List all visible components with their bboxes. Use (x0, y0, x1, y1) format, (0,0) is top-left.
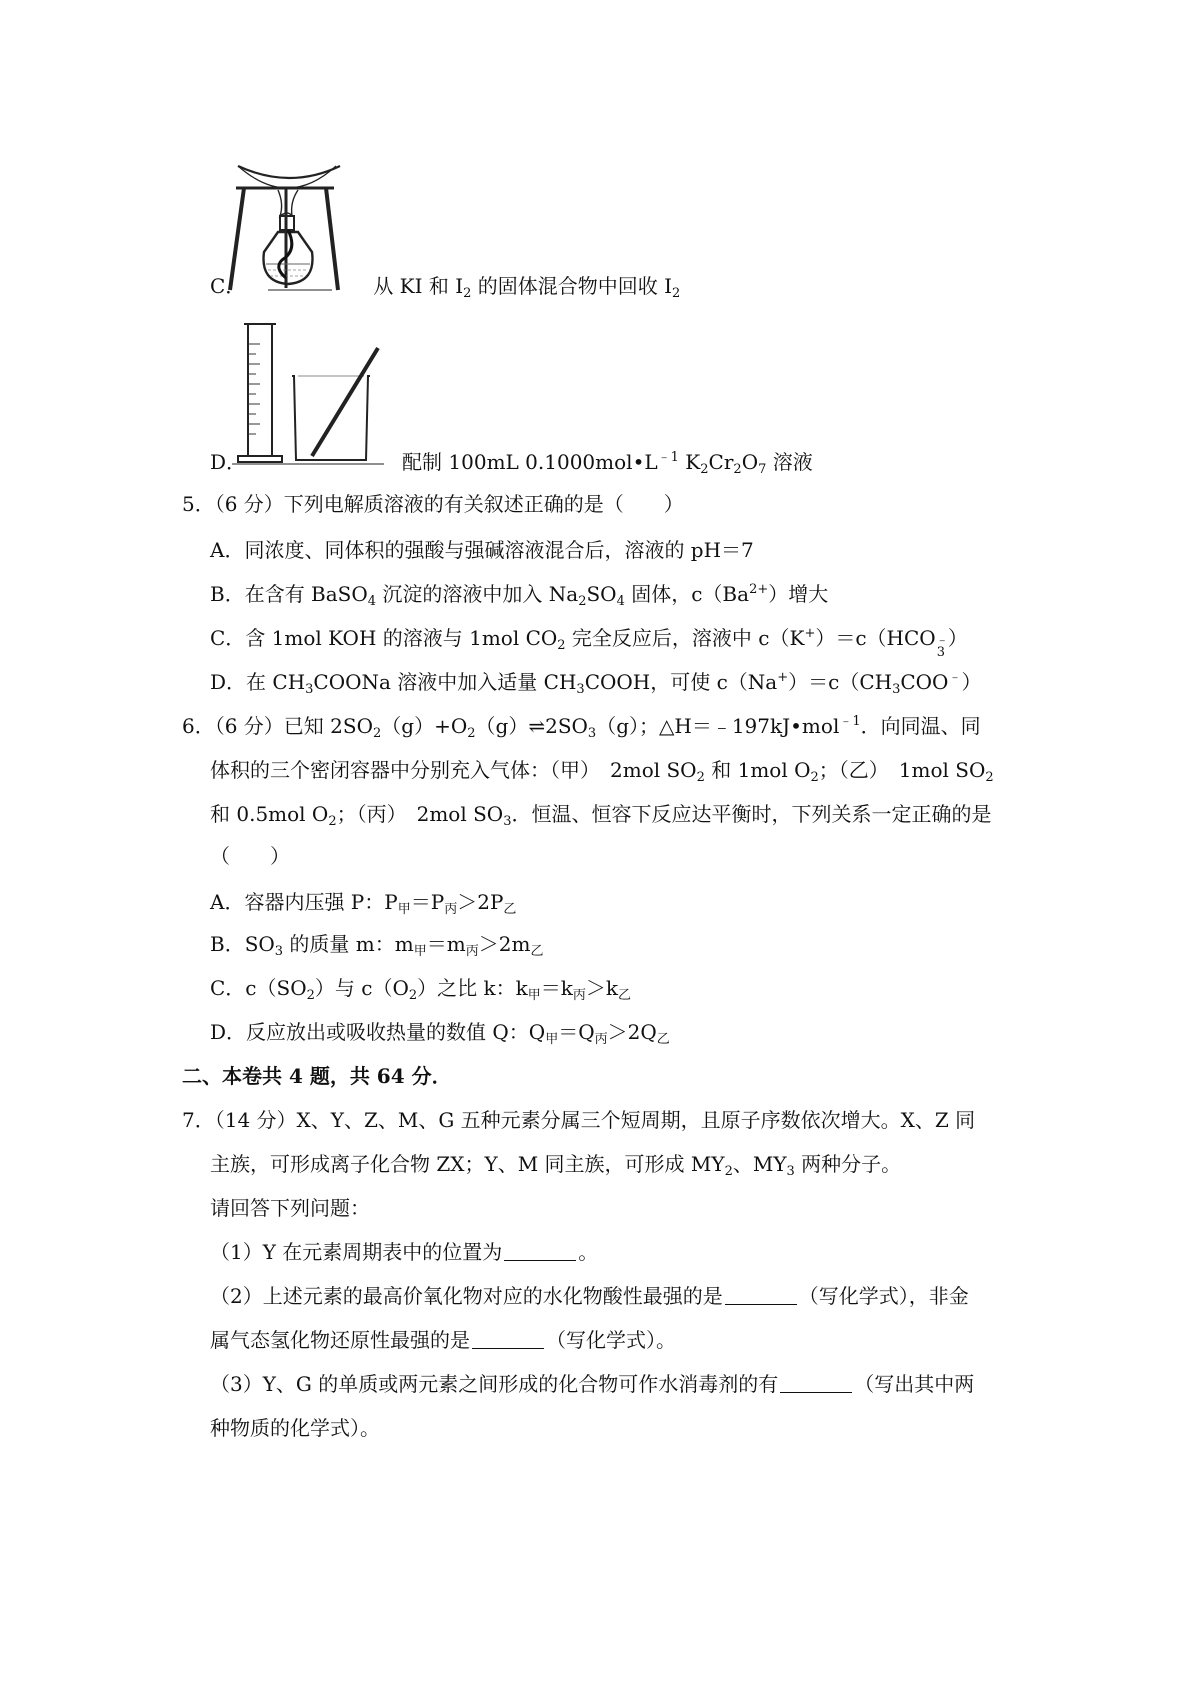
q6-d-t3: ＞2Q (607, 1020, 657, 1044)
answer-blank-1[interactable] (504, 1242, 576, 1261)
q7-l2-s2: 3 (786, 1164, 795, 1179)
q6-a-t2: ＝P (410, 890, 445, 914)
q5-d-t3: COOH，可使 c（Na (584, 670, 778, 694)
graduated-cylinder-beaker-figure (232, 320, 384, 466)
q5-b-t2: 沉淀的溶液中加入 Na (376, 582, 579, 606)
option-c-sub1: 2 (463, 286, 472, 301)
q5-b-s1: 4 (367, 594, 377, 609)
q7-p2-t2: （写化学式），非金 (798, 1284, 969, 1308)
option-d-text-d: O (741, 450, 759, 474)
q6-c-t3: ＞k (585, 976, 619, 1000)
q5-c-p1: + (804, 626, 816, 641)
answer-blank-2[interactable] (725, 1286, 797, 1305)
q5-d-t2: COONa 溶液中加入适量 CH (313, 670, 577, 694)
option-c-text-b: 的固体混合物中回收 I (471, 274, 673, 298)
q6-c-t1c: ）之比 k：k (417, 976, 528, 1000)
q6-l1-s3: 3 (587, 726, 597, 741)
q7-part2-cont (210, 1326, 676, 1354)
q5-c-t1: C．含 1mol KOH 的溶液与 1mol CO (210, 626, 558, 650)
answer-blank-3[interactable] (472, 1330, 544, 1349)
q6-l2-t2: 和 1mol O (704, 758, 811, 782)
q7-line3: 请回答下列问题： (210, 1196, 370, 1220)
q6-c-s2: 丙 (572, 988, 586, 1003)
q5-b-s2: 2 (578, 594, 587, 609)
q6-a-s1: 甲 (397, 902, 411, 917)
q6-l2-t3: ；（乙） 1mol SO (818, 758, 986, 782)
q6-l1-s2: 2 (467, 726, 476, 741)
q6-l3-s2: 3 (503, 814, 512, 829)
q6-b-t1b: 的质量 m：m (283, 932, 414, 956)
q6-line4: （ ） (210, 844, 290, 868)
section-2-heading: 二、本卷共 4 题，共 64 分． (182, 1064, 452, 1088)
q6-c-t1: C．c（SO (210, 976, 307, 1000)
option-d-text-a: 配制 100mL 0.1000mol•L (402, 450, 658, 474)
q7-part3 (210, 1370, 974, 1398)
q6-l1-t1: 6．（6 分）已知 2SO (182, 714, 373, 738)
q7-l2-t1: 主族，可形成离子化合物 ZX；Y、M 同主族，可形成 MY (210, 1152, 725, 1176)
q5-d-s2: 3 (576, 682, 585, 697)
q6-line2 (210, 756, 994, 784)
q6-l3-t1: 和 0.5mol O (210, 802, 329, 826)
q6-d-s3: 乙 (656, 1032, 670, 1047)
option-d-sup1: ﹣1 (657, 450, 679, 465)
q6-a-s2: 丙 (444, 902, 458, 917)
option-d-sub1: 2 (700, 462, 709, 477)
q5-b-s3: 4 (616, 594, 625, 609)
option-d (210, 448, 813, 476)
q7-p2b-t2: （写化学式）。 (546, 1328, 676, 1352)
option-d-text-e: 溶液 (766, 450, 813, 474)
option-d-sub2: 2 (733, 462, 742, 477)
q6-b-s1: 甲 (413, 944, 427, 959)
option-c (210, 272, 680, 300)
option-d-letter: D． (210, 450, 247, 474)
q5-b-t3: SO (586, 582, 617, 606)
q6-b-s0: 3 (274, 944, 284, 959)
q7-l2-s1: 2 (724, 1164, 733, 1179)
q6-option-b (210, 930, 543, 958)
option-d-text-b: K (678, 450, 701, 474)
option-d-text-c: Cr (708, 450, 734, 474)
q7-part3-cont: 种物质的化学式）。 (210, 1416, 380, 1440)
q5-option-b (210, 580, 828, 608)
q5-b-t1: B．在含有 BaSO (210, 582, 368, 606)
q6-c-t1b: ）与 c（O (314, 976, 409, 1000)
q5-b-t4: 固体，c（Ba (624, 582, 750, 606)
q6-l1-t3: （g）⇌2SO (475, 714, 588, 738)
q7-line2 (210, 1150, 901, 1178)
q6-b-t1: B．SO (210, 932, 275, 956)
q6-b-t3: ＞2m (478, 932, 531, 956)
q6-b-s3: 乙 (530, 944, 544, 959)
q6-a-t3: ＞2P (457, 890, 504, 914)
q6-l2-s1: 2 (696, 770, 705, 785)
q6-l3-s1: 2 (328, 814, 337, 829)
q5-b-p1: 2+ (749, 582, 769, 597)
q5-c-t2: 完全反应后，溶液中 c（K (565, 626, 805, 650)
q7-p1-t1: （1）Y 在元素周期表中的位置为 (210, 1240, 503, 1264)
q5-b-t5: ）增大 (768, 582, 829, 606)
q7-l2-t2: 、MY (732, 1152, 787, 1176)
q7-p1-t2: 。 (578, 1240, 599, 1264)
q7-part2 (210, 1282, 969, 1310)
q7-line1: 7．（14 分）X、Y、Z、M、G 五种元素分属三个短周期，且原子序数依次增大。X、Z 同 (182, 1108, 976, 1132)
q5-stem: 5．（6 分）下列电解质溶液的有关叙述正确的是（ ） (182, 492, 684, 516)
q5-d-p2: ﹣ (948, 670, 962, 685)
q6-l3-t2: ；（丙） 2mol SO (336, 802, 504, 826)
q6-c-s3: 乙 (618, 988, 632, 1003)
answer-blank-4[interactable] (780, 1374, 852, 1393)
q6-line1 (182, 712, 981, 740)
q5-c-t4: ） (947, 626, 968, 650)
q5-option-d (210, 668, 981, 696)
q6-l1-s1: 2 (373, 726, 382, 741)
q6-l1-t4: （g）；△H＝﹣197kJ•mol (596, 714, 840, 738)
q6-l2-t1: 体积的三个密闭容器中分别充入气体：（甲） 2mol SO (210, 758, 697, 782)
q6-l3-t3: ．恒温、恒容下反应达平衡时，下列关系一定正确的是 (511, 802, 992, 826)
q5-c-t3: ）＝c（HCO (815, 626, 936, 650)
q6-c-t2: ＝k (540, 976, 573, 1000)
q6-l1-t2: （g）+O (381, 714, 468, 738)
q6-c-s0b: 2 (408, 988, 418, 1003)
q7-p3-t1: （3）Y、G 的单质或两元素之间形成的化合物可作水消毒剂的有 (210, 1372, 779, 1396)
q6-d-s1: 甲 (545, 1032, 559, 1047)
q7-l2-t3: 两种分子。 (794, 1152, 902, 1176)
q7-p2b-t1: 属气态氢化物还原性最强的是 (210, 1328, 470, 1352)
q6-c-s1: 甲 (527, 988, 541, 1003)
q6-l1-p1: ﹣1 (839, 714, 861, 729)
q5-d-t5: COO (900, 670, 949, 694)
q5-d-s1: 3 (305, 682, 314, 697)
q6-l2-s3: 2 (985, 770, 994, 785)
q5-option-a: A．同浓度、同体积的强酸与强碱溶液混合后，溶液的 pH＝7 (210, 538, 754, 562)
option-c-sub2: 2 (672, 286, 681, 301)
q7-p3-t2: （写出其中两 (854, 1372, 975, 1396)
q6-c-s0: 2 (306, 988, 315, 1003)
q6-line3 (210, 800, 991, 828)
q5-d-s3: 3 (892, 682, 901, 697)
q6-b-s2: 丙 (465, 944, 479, 959)
q6-d-t1: D．反应放出或吸收热量的数值 Q：Q (210, 1020, 546, 1044)
q7-p2-t1: （2）上述元素的最高价氧化物对应的水化物酸性最强的是 (210, 1284, 723, 1308)
q6-d-t2: ＝Q (558, 1020, 595, 1044)
q5-option-c: C．含 1mol KOH 的溶液与 1mol $CO_2$ 完全反应后，溶液中 c（K+）＝c（HCO ﹣ 3 ） (210, 626, 968, 660)
q6-option-a (210, 888, 516, 916)
q6-l1-t5: ．向同温、同 (860, 714, 981, 738)
q5-c-s1: 2 (557, 638, 566, 653)
q6-option-c (210, 974, 631, 1002)
q5-d-t6: ） (961, 670, 982, 694)
q6-option-d (210, 1018, 670, 1046)
q5-d-p1: + (777, 670, 789, 685)
q6-b-t2: ＝m (426, 932, 466, 956)
option-c-letter: C． (210, 274, 246, 298)
q6-a-s3: 乙 (503, 902, 517, 917)
q5-d-t1: D．在 CH (210, 670, 306, 694)
q6-l2-s2: 2 (810, 770, 819, 785)
option-d-sub3: 7 (758, 462, 767, 477)
q7-part1 (210, 1238, 598, 1266)
q5-d-t4: ）＝c（CH (788, 670, 893, 694)
q6-d-s2: 丙 (594, 1032, 608, 1047)
option-c-text-a: 从 KI 和 I (373, 274, 464, 298)
q6-a-t1: A．容器内压强 P：P (210, 890, 398, 914)
